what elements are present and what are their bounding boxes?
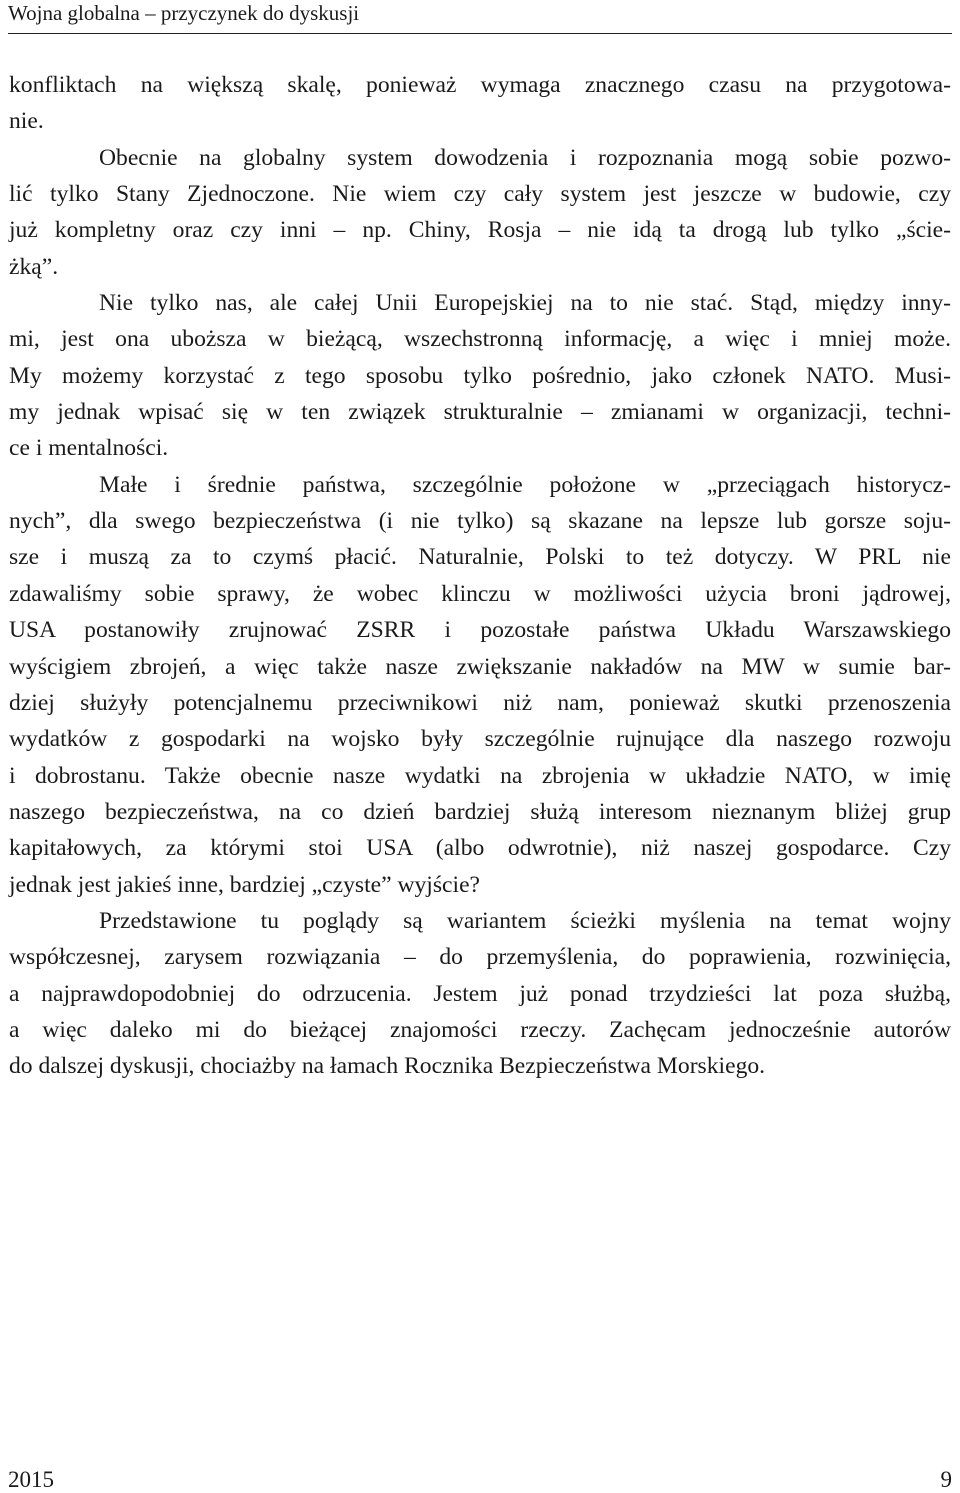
text-line: współczesnej, zarysem rozwiązania – do przemyślenia, do poprawienia, rozwinięcia,: [9, 944, 951, 971]
text-line: dziej służyły potencjalnemu przeciwnikowi niż nam, ponieważ skutki przenoszenia: [9, 689, 951, 716]
text-line: mi, jest ona uboższa w bieżącą, wszechstronną informację, a więc i mniej może.: [9, 326, 951, 353]
text-line: lić tylko Stany Zjednoczone. Nie wiem czy cały system jest jeszcze w budowie, czy: [9, 181, 951, 208]
text-line: wydatków z gospodarki na wojsko były szczególnie rujnujące dla naszego rozwoju: [9, 726, 951, 753]
text-line: a najprawdopodobniej do odrzucenia. Jestem już ponad trzydzieści lat poza służbą,: [9, 980, 951, 1007]
text-line: Przedstawione tu poglądy są wariantem ścieżki myślenia na temat wojny: [99, 907, 951, 934]
text-line: My możemy korzystać z tego sposobu tylko pośrednio, jako członek NATO. Musi-: [9, 362, 951, 389]
text-line: my jednak wpisać się w ten związek strukturalnie – zmianami w organizacji, techni-: [9, 399, 951, 426]
text-line: nie.: [9, 108, 44, 135]
header-rule: [8, 33, 952, 34]
text-line: sze i muszą za to czymś płacić. Naturalnie, Polski to też dotyczy. W PRL nie: [9, 544, 951, 571]
text-line: Obecnie na globalny system dowodzenia i rozpoznania mogą sobie pozwo-: [99, 144, 951, 171]
text-line: już kompletny oraz czy inni – np. Chiny, Rosja – nie idą ta drogą lub tylko „ście-: [9, 217, 951, 244]
text-line: jednak jest jakieś inne, bardziej „czyste” wyjście?: [9, 871, 481, 898]
text-line: wyścigiem zbrojeń, a więc także nasze zwiększanie nakładów na MW w sumie bar-: [9, 653, 951, 680]
text-line: Nie tylko nas, ale całej Unii Europejskiej na to nie stać. Stąd, między inny-: [99, 290, 951, 317]
text-line: zdawaliśmy sobie sprawy, że wobec klinczu w możliwości użycia broni jądrowej,: [9, 580, 951, 607]
text-line: a więc daleko mi do bieżącej znajomości rzeczy. Zachęcam jednocześnie autorów: [9, 1016, 951, 1043]
page-number: 9: [940, 1467, 952, 1492]
text-line: nych”, dla swego bezpieczeństwa (i nie tylko) są skazane na lepsze lub gorsze soju-: [9, 508, 951, 535]
text-line: ce i mentalności.: [9, 435, 169, 462]
text-line: do dalszej dyskusji, chociażby na łamach Rocznika Bezpieczeństwa Morskiego.: [9, 1053, 766, 1080]
text-line: i dobrostanu. Także obecnie nasze wydatki na zbrojenia w układzie NATO, w imię: [9, 762, 951, 789]
text-line: USA postanowiły zrujnować ZSRR i pozostałe państwa Układu Warszawskiego: [9, 617, 951, 644]
text-line: naszego bezpieczeństwa, na co dzień bardziej służą interesom nieznanym bliżej grup: [9, 798, 951, 825]
text-line: żką”.: [9, 253, 59, 280]
footer-year: 2015: [8, 1467, 54, 1492]
article-body: [9, 67, 951, 1085]
text-line: Małe i średnie państwa, szczególnie położone w „przeciągach historycz-: [99, 471, 951, 498]
text-line: konfliktach na większą skalę, ponieważ wymaga znacznego czasu na przygotowa-: [9, 72, 951, 98]
text-line: kapitałowych, za którymi stoi USA (albo odwrotnie), niż naszej gospodarce. Czy: [9, 835, 951, 862]
running-header: Wojna globalna – przyczynek do dyskusji: [8, 1, 360, 25]
